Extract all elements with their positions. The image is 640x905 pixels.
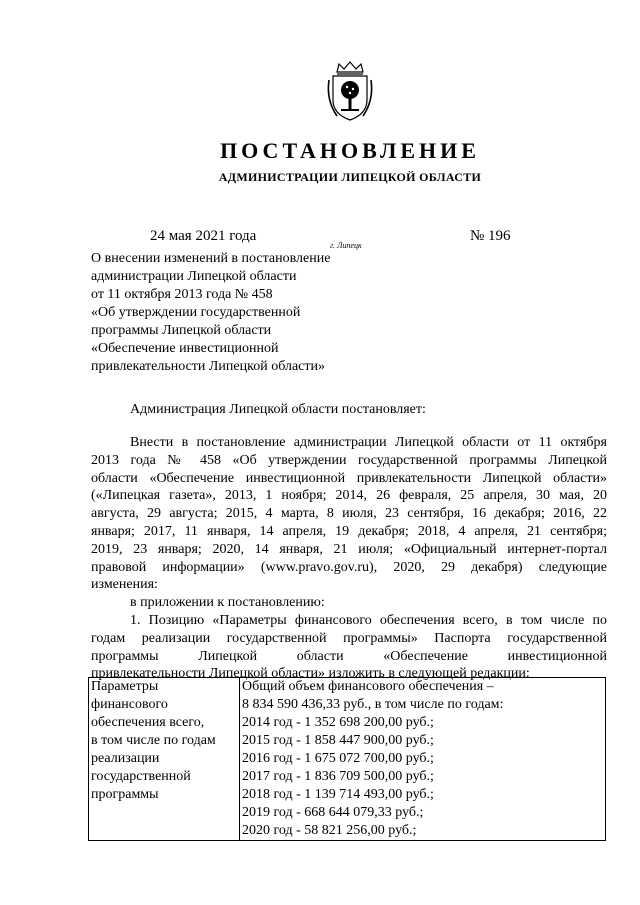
body-line: августа, 29 августа; 2015, 4 марта, 8 июля, 23 сентября, 16 декабря; 2016, 22 [91, 506, 607, 522]
cell-line: 8 834 590 436,33 руб., в том числе по годам: [242, 697, 504, 712]
body-line: в приложении к постановлению: [130, 595, 325, 611]
parameter-name-cell [89, 678, 240, 841]
cell-line: государственной [91, 769, 191, 784]
body-line: 2019, 23 января; 2020, 14 января, 21 июля; «Официальный интернет-портал [91, 541, 607, 557]
cell-line: Параметры [91, 679, 159, 694]
parameter-value-cell [240, 678, 606, 841]
body-line: годам реализации государственной программы» Паспорта государственной [91, 630, 607, 646]
cell-line: финансового [91, 697, 168, 712]
body-line: программы Липецкой области «Обеспечение инвестиционной [91, 648, 607, 664]
document-place: г. Липецк [330, 241, 362, 250]
coat-of-arms-emblem [325, 60, 375, 122]
document-number: № 196 [470, 228, 511, 244]
document-title: ПОСТАНОВЛЕНИЕ [220, 138, 480, 163]
subject-line: О внесении изменений в постановление [91, 251, 331, 266]
subject-line: программы Липецкой области [91, 323, 272, 338]
body-line: изменения: [91, 577, 158, 593]
body-line: области «Обеспечение инвестиционной привлекательности Липецкой области» [91, 470, 607, 486]
financing-parameters-table [88, 677, 606, 841]
cell-line: 2017 год - 1 836 709 500,00 руб.; [242, 769, 434, 784]
subject-line: «Об утверждении государственной [91, 305, 301, 320]
document-subject [91, 250, 381, 376]
resolution-body [91, 434, 607, 683]
body-line: 1. Позицию «Параметры финансового обеспечения всего, в том числе по [130, 612, 607, 628]
resolution-intro: Администрация Липецкой области постановляет: [130, 402, 426, 417]
cell-line: 2014 год - 1 352 698 200,00 руб.; [242, 715, 434, 730]
cell-line: программы [91, 787, 159, 802]
cell-line: 2019 год - 668 644 079,33 руб.; [242, 805, 424, 820]
cell-line: обеспечения всего, [91, 715, 205, 730]
cell-line: Общий объем финансового обеспечения – [242, 679, 494, 694]
body-line: Внести в постановление администрации Липецкой области от 11 октября [130, 435, 607, 450]
body-line: («Липецкая газета», 2013, 1 ноября; 2014, 26 февраля, 25 апреля, 30 мая, 20 [91, 488, 607, 504]
subject-line: привлекательности Липецкой области» [91, 359, 325, 374]
body-line: правовой информации» (www.pravo.gov.ru), 2020, 29 декабря) следующие [91, 559, 607, 575]
body-line: 2013 года № 458 «Об утверждении государственной программы Липецкой [91, 452, 607, 468]
document-subtitle: АДМИНИСТРАЦИИ ЛИПЕЦКОЙ ОБЛАСТИ [218, 170, 482, 184]
cell-line: реализации [91, 751, 160, 766]
table-row [89, 678, 606, 841]
subject-line: «Обеспечение инвестиционной [91, 341, 279, 356]
cell-line: 2020 год - 58 821 256,00 руб.; [242, 823, 417, 838]
body-line: января; 2017, 11 января, 14 апреля, 19 декабря; 2018, 4 апреля, 21 сентября; [91, 523, 607, 539]
body-line: привлекательности Липецкой области» изложить в следующей редакции: [91, 666, 530, 682]
cell-line: 2015 год - 1 858 447 900,00 руб.; [242, 733, 434, 748]
cell-line: 2018 год - 1 139 714 493,00 руб.; [242, 787, 434, 802]
subject-line: администрации Липецкой области [91, 269, 297, 284]
cell-line: 2016 год - 1 675 072 700,00 руб.; [242, 751, 434, 766]
subject-line: от 11 октября 2013 года № 458 [91, 287, 273, 302]
cell-line: в том числе по годам [91, 733, 216, 748]
document-date: 24 мая 2021 года [150, 228, 257, 244]
